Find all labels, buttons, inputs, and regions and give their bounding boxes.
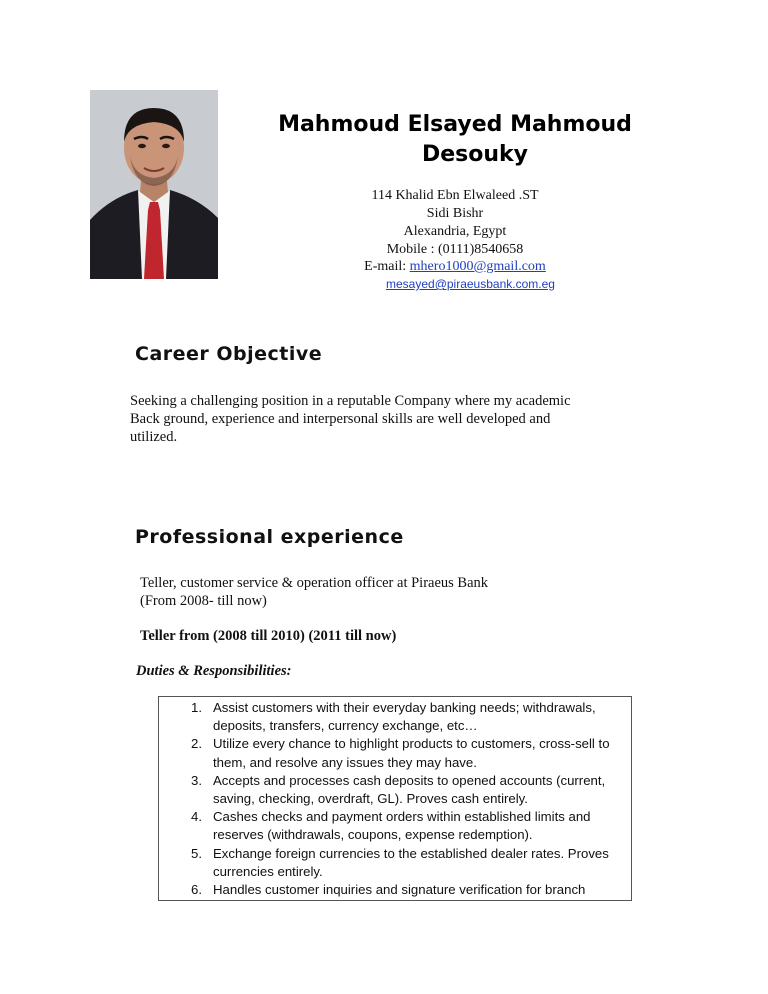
address-line-3: Alexandria, Egypt bbox=[403, 224, 507, 239]
duties-list-box bbox=[158, 696, 632, 901]
duty-number: 5. bbox=[191, 845, 202, 861]
email-link-primary[interactable]: mhero1000@gmail.com bbox=[409, 259, 546, 274]
professional-experience-heading: Professional experience bbox=[135, 526, 404, 548]
duty-number: 6. bbox=[191, 882, 202, 898]
duties-list bbox=[159, 697, 631, 899]
address-line-1: 114 Khalid Ebn Elwaleed .ST bbox=[371, 188, 539, 203]
name-line-1: Mahmoud Elsayed Mahmoud bbox=[278, 112, 632, 137]
duty-text: Cashes checks and payment orders within established limits and reserves (withdrawals, coupons, expense redemption). bbox=[213, 809, 591, 843]
duty-item bbox=[159, 845, 631, 881]
address-line-2: Sidi Bishr bbox=[426, 206, 484, 221]
duty-text: Assist customers with their everyday banking needs; withdrawals, deposits, transfers, currency exchange, etc… bbox=[213, 700, 596, 734]
role-line-1: Teller, customer service & operation officer at Piraeus Bank bbox=[140, 575, 489, 591]
career-line-1: Seeking a challenging position in a reputable Company where my academic bbox=[130, 393, 571, 409]
duty-item bbox=[159, 772, 631, 808]
duty-number: 3. bbox=[191, 772, 202, 788]
duties-heading: Duties & Responsibilities: bbox=[136, 663, 292, 679]
name-line-2: Desouky bbox=[421, 142, 529, 167]
career-line-3: utilized. bbox=[130, 429, 178, 445]
email-line bbox=[330, 259, 580, 275]
role-description bbox=[140, 574, 640, 610]
mobile-number: Mobile : (0111)8540658 bbox=[386, 242, 524, 257]
role-line-2: (From 2008- till now) bbox=[140, 593, 267, 609]
career-objective-text bbox=[130, 392, 650, 446]
duty-text: Handles customer inquiries and signature verification for branch bbox=[213, 882, 586, 898]
duty-number: 1. bbox=[191, 700, 202, 715]
teller-period: Teller from (2008 till 2010) (2011 till now) bbox=[140, 628, 397, 644]
email-link-secondary[interactable]: mesayed@piraeusbank.com.eg bbox=[386, 277, 555, 291]
duty-number: 2. bbox=[191, 736, 202, 752]
duty-number: 4. bbox=[191, 809, 202, 825]
duty-text: Utilize every chance to highlight products to customers, cross-sell to them, and resolve any issues they may have. bbox=[213, 736, 610, 770]
duty-item bbox=[159, 881, 631, 899]
career-objective-heading: Career Objective bbox=[135, 343, 323, 365]
career-line-2: Back ground, experience and interpersonal skills are well developed and bbox=[130, 411, 551, 427]
email-label: E-mail: bbox=[364, 259, 410, 274]
duty-item bbox=[159, 699, 631, 735]
duty-text: Exchange foreign currencies to the established dealer rates. Proves currencies entirely. bbox=[213, 845, 609, 879]
duty-item bbox=[159, 735, 631, 771]
duty-text: Accepts and processes cash deposits to opened accounts (current, saving, checking, overdraft, GL). Proves cash entirely. bbox=[213, 772, 606, 807]
duty-item bbox=[159, 808, 631, 844]
candidate-name bbox=[270, 110, 640, 170]
profile-photo bbox=[90, 90, 218, 279]
